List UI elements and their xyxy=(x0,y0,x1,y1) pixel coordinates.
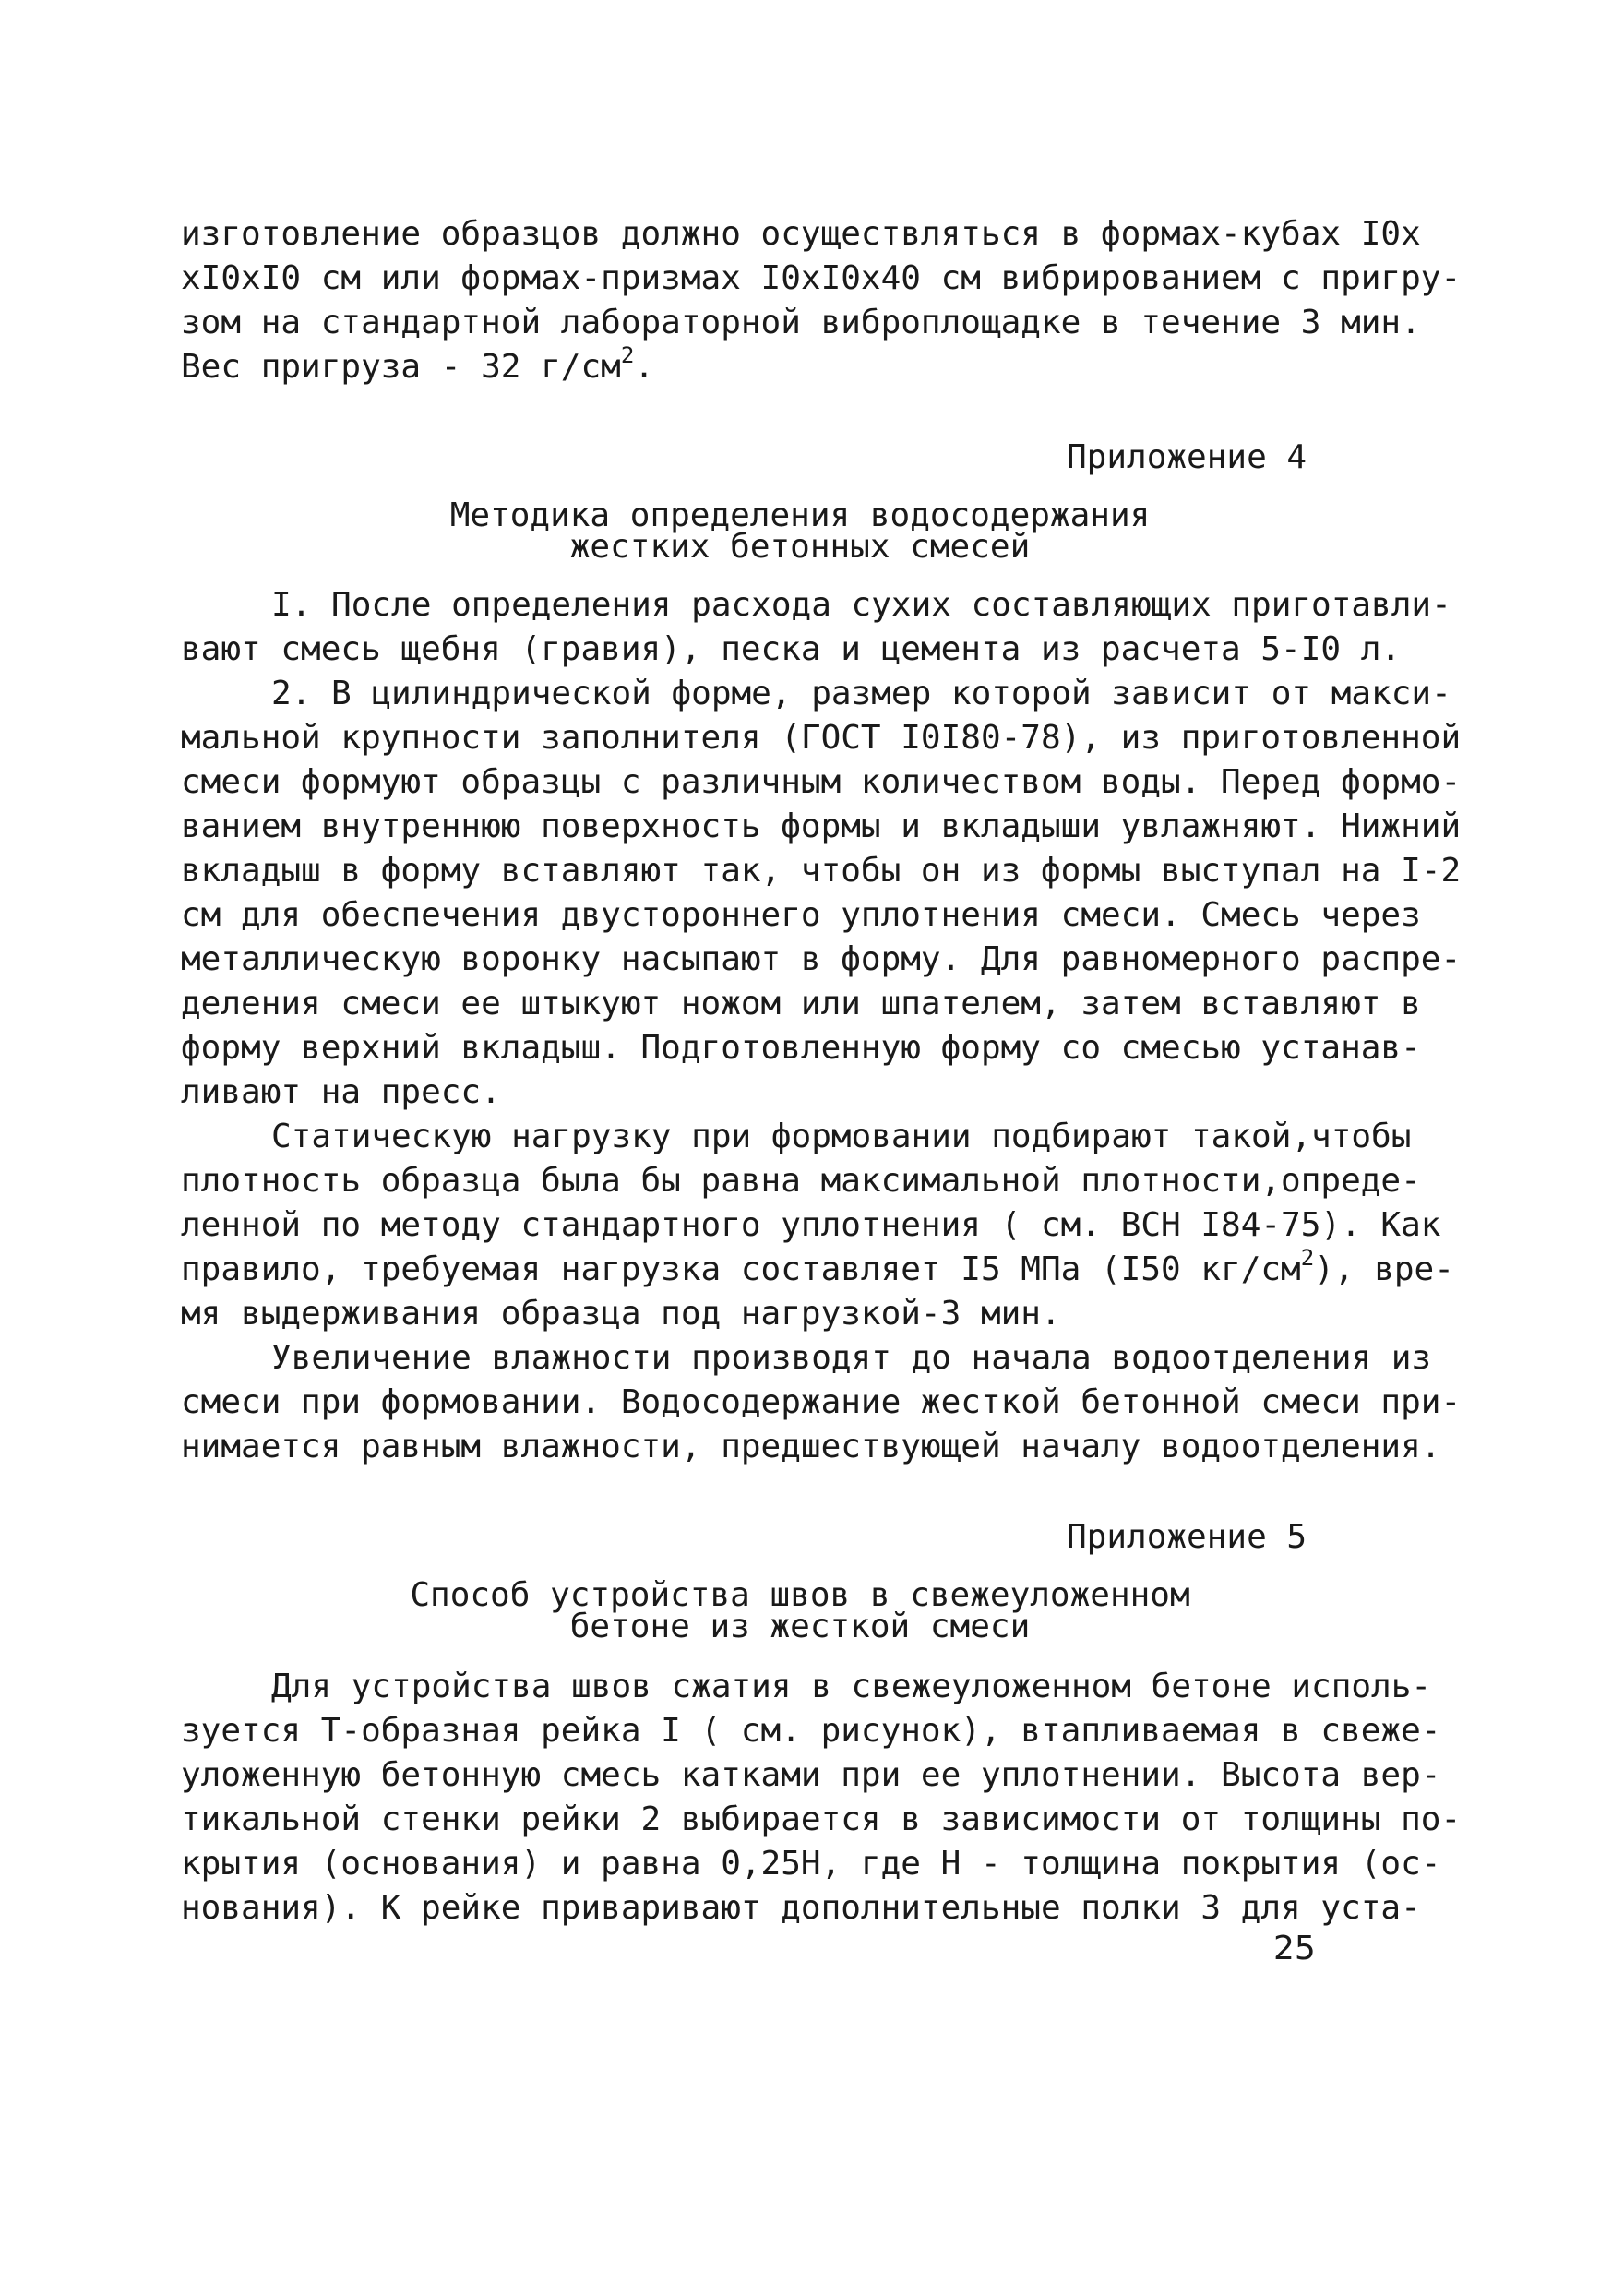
appendix-5-label: Приложение 5 xyxy=(1067,1518,1307,1556)
appendix-4-title-line1: Методика определения водосодержания xyxy=(449,496,1151,534)
text-line xyxy=(181,342,654,388)
text-line: металлическую воронку насыпают в форму. Для равномерного распре- xyxy=(181,940,1462,978)
appendix-5-title-line1: Способ устройства швов в свежеуложенном xyxy=(410,1576,1190,1614)
text-line: вают смесь щебня (гравия), песка и цемента из расчета 5-I0 л. xyxy=(181,630,1402,668)
text-line: смеси при формовании. Водосодержание жесткой бетонной смеси при- xyxy=(181,1383,1462,1421)
text-line: зом на стандартной лабораторной виброплощадке в течение 3 мин. xyxy=(181,304,1421,341)
text-fragment: Вес пригруза - 32 г/см xyxy=(181,348,621,386)
text-fragment: правило, требуемая нагрузка составляет I5 МПа (I50 кг/см xyxy=(181,1250,1301,1288)
text-line: ленной по методу стандартного уплотнения ( см. ВСН I84-75). Как xyxy=(181,1206,1441,1244)
text-line: вкладыш в форму вставляют так, чтобы он из формы выступал на I-2 xyxy=(181,852,1462,890)
text-line xyxy=(181,1245,1454,1290)
appendix-5-title-line2: бетоне из жесткой смеси xyxy=(569,1608,1031,1645)
superscript: 2 xyxy=(1300,1245,1315,1271)
superscript: 2 xyxy=(620,342,635,368)
text-line: зуется Т-образная рейка I ( см. рисунок), втапливаемая в свеже- xyxy=(181,1712,1441,1750)
text-line: смеси формуют образцы с различным количеством воды. Перед формо- xyxy=(181,763,1462,801)
text-fragment: . xyxy=(634,348,654,386)
text-line: мя выдерживания образца под нагрузкой-3 мин. xyxy=(181,1295,1061,1333)
text-line: нования). К рейке приваривают дополнительные полки 3 для уста- xyxy=(181,1889,1421,1927)
text-line: нимается равным влажности, предшествующей началу водоотделения. xyxy=(181,1428,1441,1465)
text-line: I. После определения расхода сухих составляющих приготавли- xyxy=(271,586,1451,624)
text-line: Статическую нагрузку при формовании подбирают такой,чтобы xyxy=(271,1118,1412,1155)
text-line: плотность образца была бы равна максимальной плотности,опреде- xyxy=(181,1162,1421,1200)
text-line: форму верхний вкладыш. Подготовленную форму со смесью устанав- xyxy=(181,1029,1421,1067)
page-number: 25 xyxy=(1273,1930,1316,1967)
text-line: деления смеси ее штыкуют ножом или шпателем, затем вставляют в xyxy=(181,985,1421,1022)
appendix-4-label: Приложение 4 xyxy=(1067,438,1307,476)
text-line: изготовление образцов должно осуществляться в формах-кубах I0х xyxy=(181,215,1421,253)
text-line: 2. В цилиндрической форме, размер которой зависит от макси- xyxy=(271,675,1451,712)
text-line: ливают на пресс. xyxy=(181,1073,501,1111)
text-line: см для обеспечения двустороннего уплотнения смеси. Смесь через xyxy=(181,896,1421,934)
text-line: Увеличение влажности производят до начала водоотделения из xyxy=(271,1339,1432,1377)
text-line: тикальной стенки рейки 2 выбирается в зависимости от толщины по- xyxy=(181,1800,1462,1838)
text-line: уложенную бетонную смесь катками при ее уплотнении. Высота вер- xyxy=(181,1756,1441,1794)
appendix-4-title-line2: жестких бетонных смесей xyxy=(569,528,1031,566)
text-line: ванием внутреннюю поверхность формы и вкладыши увлажняют. Нижний xyxy=(181,807,1462,845)
text-line: мальной крупности заполнителя (ГОСТ I0I80-78), из приготовленной xyxy=(181,719,1462,757)
text-line: крытия (основания) и равна 0,25Н, где Н - толщина покрытия (ос- xyxy=(181,1845,1441,1883)
text-line: Для устройства швов сжатия в свежеуложенном бетоне исполь- xyxy=(271,1668,1432,1705)
text-line: хI0хI0 см или формах-призмах I0хI0х40 см вибрированием с пригру- xyxy=(181,259,1462,297)
text-fragment: ), вре- xyxy=(1314,1250,1454,1288)
